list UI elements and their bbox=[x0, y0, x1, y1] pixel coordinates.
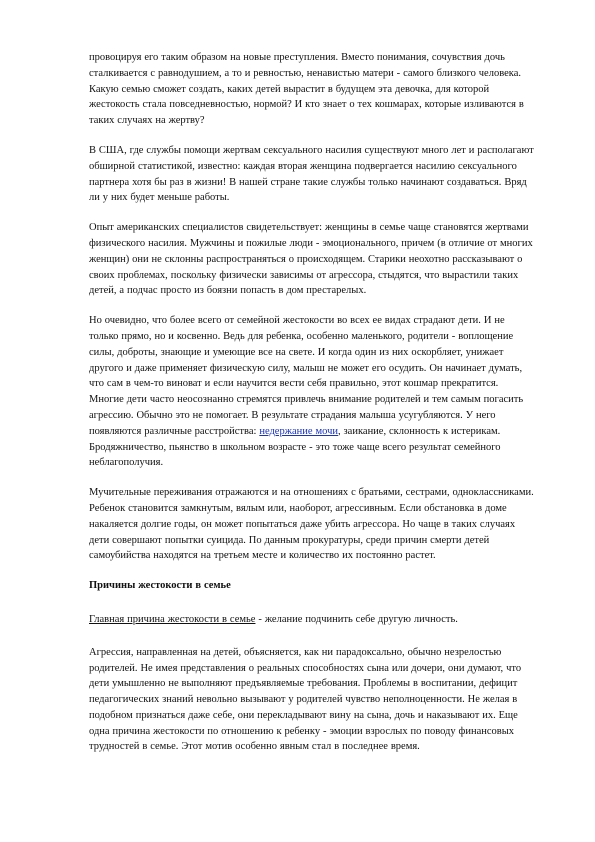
lead-rest: - желание подчинить себе другую личность. bbox=[255, 613, 458, 625]
paragraph-5: Мучительные переживания отражаются и на отношениях с братьями, сестрами, одноклассниками. Ребенок становится замкнутым, вялым или, наоборот, агрессивным. Если обстановка в доме накаляется долгие годы, он может попытаться даже убить агрессора. Но чаще в таких случаях дети совершают попытки суицида. По данным прокуратуры, среди причин смерти детей самоубийства находятся на третьем месте и количество их постоянно растет. bbox=[89, 487, 534, 562]
paragraph-4-text-before: Но очевидно, что более всего от семейной жестокости во всех ее видах страдают дети. И не только прямо, но и косвенно. Ведь для ребенка, особенно маленького, родители - воплощение силы, доброты, знающие и умеющие все на свете. И когда один из них оскорбляет, унижает другого и даже применяет физическую силу, малыш не может его осудить. Он начинает думать, что сам в чем-то виноват и если научится вести себя правильно, этот кошмар прекратится. Многие дети часто неосознанно стремятся привлечь внимание родителей и тем самым погасить агрессию. Обычно это не помогает. В результате страдания малыша усугубляются. У него появляются различные расстройства: bbox=[89, 315, 524, 437]
enuresis-link[interactable]: недержание мочи bbox=[259, 425, 338, 437]
paragraph-2: В США, где службы помощи жертвам сексуального насилия существуют много лет и располагают обширной статистикой, известно: каждая вторая женщина подвергается насилию сексуального партнера хотя бы раз в жизни! В нашей стране такие службы только начинают создаваться. Вряд ли у них будет меньше работы. bbox=[89, 144, 534, 204]
paragraph-4 bbox=[89, 313, 535, 471]
paragraph-6: Агрессия, направленная на детей, объясняется, как ни парадоксально, обычно незрелостью родителей. Не имея представления о реальных способностях сына или дочери, они думают, что дети умышленно не выполняют предъявляемые требования. Проблемы в воспитании, дефицит педагогических знаний невольно вызывают у родителей чувство неполноценности. Не желая в подобном признаться даже себе, они перекладывают вину на сына, дочь и наказывают их. Еще одна причина жестокости по отношению к ребенку - эмоции взрослых по поводу финансовых трудностей в семье. Этот мотив особенно явным стал в последнее время. bbox=[89, 646, 522, 753]
section-heading: Причины жестокости в семье bbox=[89, 580, 231, 592]
lead-underlined-phrase: Главная причина жестокости в семье bbox=[89, 613, 256, 625]
lead-paragraph bbox=[89, 612, 535, 628]
paragraph-4-text-after: , заикание, склонность к истерикам. Бродяжничество, пьянство в школьном возрасте - это тоже чаще всего результат семейного неблагополучия. bbox=[89, 425, 501, 469]
paragraph-1: провоцируя его таким образом на новые преступления. Вместо понимания, сочувствия дочь сталкивается с равнодушием, а то и ревностью, ненавистью матери - самого близкого человека. Какую семью сможет создать, каких детей вырастит в будущем эта девочка, для которой жестокость стала повседневностью, нормой? И кто знает о тех кошмарах, которые изливаются в таких случаях на жертву? bbox=[89, 52, 524, 127]
paragraph-3: Опыт американских специалистов свидетельствует: женщины в семье чаще становятся жертвами физического насилия. Мужчины и пожилые люди - эмоционального, причем (в отличие от многих женщин) они не склонны распространяться о происходящем. Старики неохотно рассказывают о своих проблемах, поскольку физически зависимы от агрессора, стыдятся, что вырастили таких детей, а подчас просто из боязни попасть в дом престарелых. bbox=[89, 222, 533, 297]
